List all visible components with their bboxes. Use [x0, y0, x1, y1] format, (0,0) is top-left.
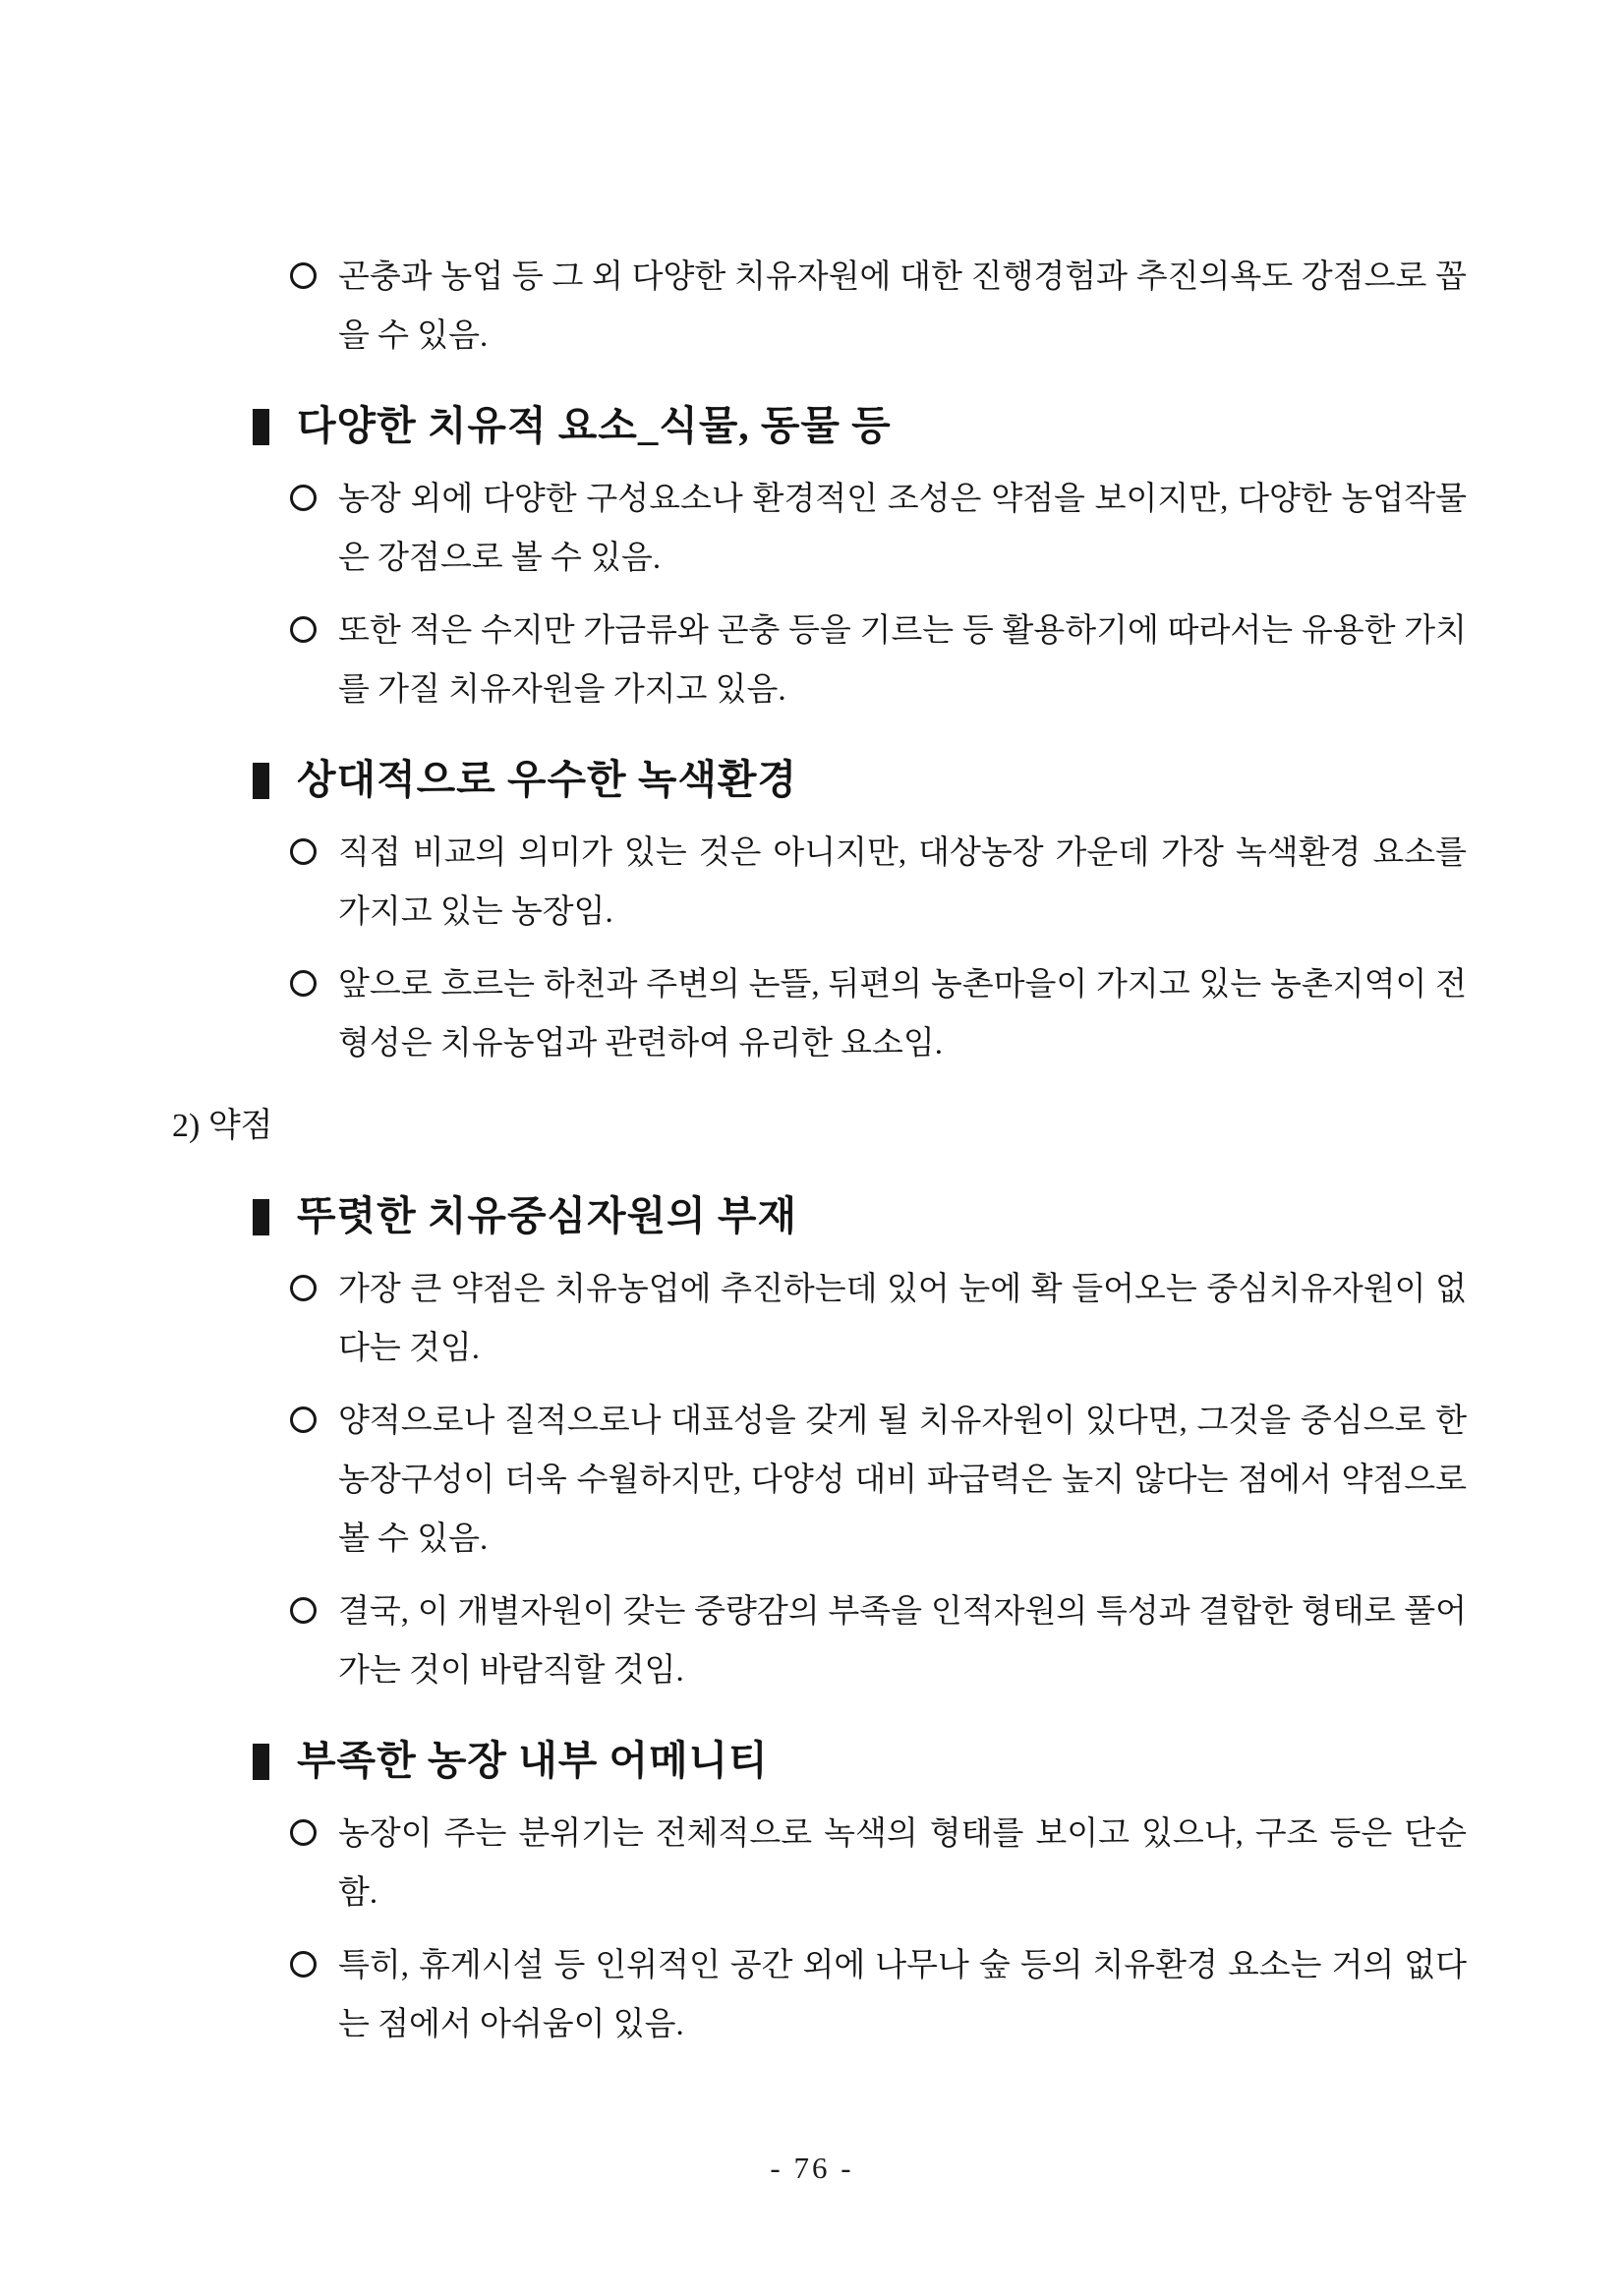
bullet-item [290, 1582, 1467, 1700]
bullet-text: 가장 큰 약점은 치유농업에 추진하는데 있어 눈에 확 들어오는 중심치유자원이 없다는 것임. [338, 1272, 1467, 1366]
bullet-item [290, 1392, 1467, 1569]
circle-bullet-icon [290, 616, 317, 643]
bullet-item [290, 1936, 1467, 2054]
circle-bullet-icon [290, 1275, 317, 1301]
bullet-text: 곤충과 농업 등 그 외 다양한 치유자원에 대한 진행경험과 추진의욕도 강점으로 꼽을 수 있음. [338, 259, 1467, 354]
bullet-text: 농장 외에 다양한 구성요소나 환경적인 조성은 약점을 보이지만, 다양한 농업작물은 강점으로 볼 수 있음. [338, 482, 1467, 576]
section-heading [253, 397, 1467, 456]
square-bullet-icon [253, 763, 269, 799]
bullet-item [290, 248, 1467, 366]
bullet-item [290, 1805, 1467, 1923]
circle-bullet-icon [290, 485, 317, 511]
bullet-text: 결국, 이 개별자원이 갖는 중량감의 부족을 인적자원의 특성과 결합한 형태로 풀어가는 것이 바람직할 것임. [338, 1594, 1467, 1689]
section-heading [253, 1187, 1467, 1246]
section-heading-text: 부족한 농장 내부 어메니티 [297, 1739, 769, 1783]
square-bullet-icon [253, 1199, 269, 1235]
square-bullet-icon [253, 409, 269, 445]
section-heading [253, 751, 1467, 810]
section-heading [253, 1732, 1467, 1791]
subsection-heading: 2) 약점 [172, 1108, 273, 1144]
circle-bullet-icon [290, 1819, 317, 1846]
bullet-text: 양적으로나 질적으로나 대표성을 갖게 될 치유자원이 있다면, 그것을 중심으로 한 농장구성이 더욱 수월하지만, 다양성 대비 파급력은 높지 않다는 점에서 약점으로 볼 수 있음. [338, 1404, 1467, 1557]
section-heading-text: 다양한 치유적 요소_식물, 동물 등 [297, 404, 892, 448]
bullet-item [290, 1260, 1467, 1378]
page-number: - 76 - [770, 2151, 854, 2185]
bullet-text: 농장이 주는 분위기는 전체적으로 녹색의 형태를 보이고 있으나, 구조 등은 단순함. [338, 1816, 1467, 1911]
page-content [162, 248, 1467, 2054]
bullet-item [290, 470, 1467, 588]
circle-bullet-icon [290, 262, 317, 289]
circle-bullet-icon [290, 1406, 317, 1433]
bullet-text: 앞으로 흐르는 하천과 주변의 논뜰, 뒤편의 농촌마을이 가지고 있는 농촌지역이 전형성은 치유농업과 관련하여 유리한 요소임. [338, 967, 1467, 1062]
section-heading-text: 뚜렷한 치유중심자원의 부재 [297, 1194, 798, 1238]
bullet-item [290, 955, 1467, 1073]
circle-bullet-icon [290, 1597, 317, 1624]
bullet-text: 또한 적은 수지만 가금류와 곤충 등을 기르는 등 활용하기에 따라서는 유용한 가치를 가질 치유자원을 가지고 있음. [338, 613, 1467, 708]
bullet-text: 특히, 휴게시설 등 인위적인 공간 외에 나무나 숲 등의 치유환경 요소는 거의 없다는 점에서 아쉬움이 있음. [338, 1948, 1467, 2042]
square-bullet-icon [253, 1744, 269, 1780]
section-heading-text: 상대적으로 우수한 녹색환경 [297, 758, 798, 802]
circle-bullet-icon [290, 1951, 317, 1978]
bullet-item [290, 824, 1467, 942]
bullet-item [290, 602, 1467, 719]
bullet-text: 직접 비교의 의미가 있는 것은 아니지만, 대상농장 가운데 가장 녹색환경 요소를 가지고 있는 농장임. [338, 835, 1467, 930]
circle-bullet-icon [290, 970, 317, 997]
circle-bullet-icon [290, 838, 317, 865]
